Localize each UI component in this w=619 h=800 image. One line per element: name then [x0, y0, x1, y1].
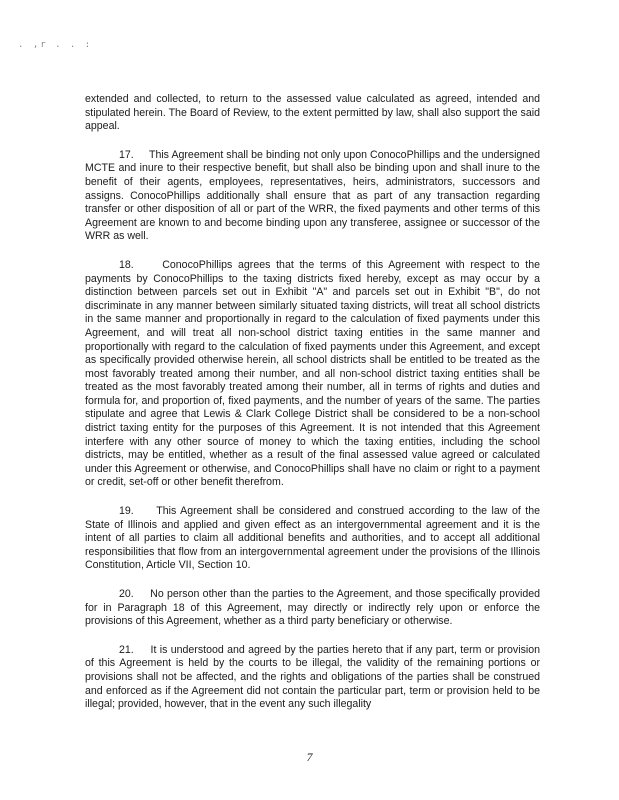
paragraph-number: 21.: [119, 643, 134, 656]
agreement-body: [85, 93, 540, 727]
paragraph-text: No person other than the parties to the Agreement, and those specifically provided for in Paragraph 18 of this Agreement, may directly or indirectly rely upon or enforce the provisions of this Agreement, whether as a third party beneficiary or otherwise.: [85, 588, 541, 628]
paragraph-17: [85, 149, 540, 244]
paragraph-text: This Agreement shall be binding not only upon ConocoPhillips and the undersigned MCTE and inure to their respective benefit, but shall also be binding upon and shall inure to the benefit of their agents, employees, representatives, heirs, administrators, successors and assigns. ConocoPhillips additionally shall ensure that as part of any transaction regarding transfer or other disposition of all or part of the WRR, the fixed payments and other terms of this Agreement are known to and become binding upon any transferee, assignee or successor of the WRR as well.: [85, 148, 540, 243]
scan-marks: . ,r . . :: [18, 40, 93, 50]
paragraph-number: 20.: [119, 588, 134, 600]
paragraph-text: extended and collected, to return to the assessed value calculated as agreed, intended and stipulated herein. The Board of Review, to the extent permitted by law, shall also support the said appeal.: [85, 93, 540, 133]
paragraph-number: 17.: [119, 148, 134, 161]
paragraph-number: 19.: [119, 505, 134, 518]
paragraph-20: [85, 588, 540, 629]
paragraph-text: It is understood and agreed by the parties hereto that if any part, term or provision of this Agreement is held by the courts to be illegal, the validity of the remaining portions or provisions shall not be affected, and the rights and obligations of the parties shall be construed and enforced as if the Agreement did not contain the particular part, term or provision held to be illegal; provided, however, that in the event any such illegality: [85, 643, 540, 711]
paragraph-number: 18.: [119, 258, 134, 271]
paragraph-18: [85, 259, 540, 490]
paragraph-21: [85, 644, 540, 712]
paragraph-text: ConocoPhillips agrees that the terms of this Agreement with respect to the payments by ConocoPhillips to the taxing districts fixed hereby, except as may occur by a distinction between parcels set out in Exhibit "A" and parcels set out in Exhibit "B", do not discriminate in any manner between similarly situated taxing districts, will treat all school districts in the same manner and proportionally in regard to the calculation of fixed payments under this Agreement, and will treat all non-school district taxing entities in the same manner and proportionally with regard to the calculation of fixed payments under this Agreement, and except as specifically provided otherwise herein, all school districts shall be entitled to be treated as the most favorably treated among their number, and all non-school district taxing entities shall be treated as the most favorably treated among their number, all in terms of rights and duties and formula for, and proportion of, fixed payments, and the number of years of the same. The parties stipulate and agree that Lewis & Clark College District shall be considered to be a non-school district taxing entity for the purposes of this Agreement. It is not intended that this Agreement interfere with any other source of money to which the taxing entities, including the school districts, may be entitled, whether as a result of the final assessed value agreed or calculated under this Agreement or otherwise, and ConocoPhillips shall have no claim or right to a payment or credit, set-off or other benefit therefrom.: [85, 258, 541, 489]
paragraph-19: [85, 505, 540, 573]
paragraph-continuation: [85, 93, 540, 134]
paragraph-text: This Agreement shall be considered and construed according to the law of the State of Illinois and applied and given effect as an intergovernmental agreement and it is the intent of all parties to claim all additional benefits and authorities, and to accept all additional responsibilities that flow from an intergovernmental agreement under the provisions of the Illinois Constitution, Article VII, Section 10.: [85, 505, 541, 572]
page-number: 7: [306, 750, 313, 764]
